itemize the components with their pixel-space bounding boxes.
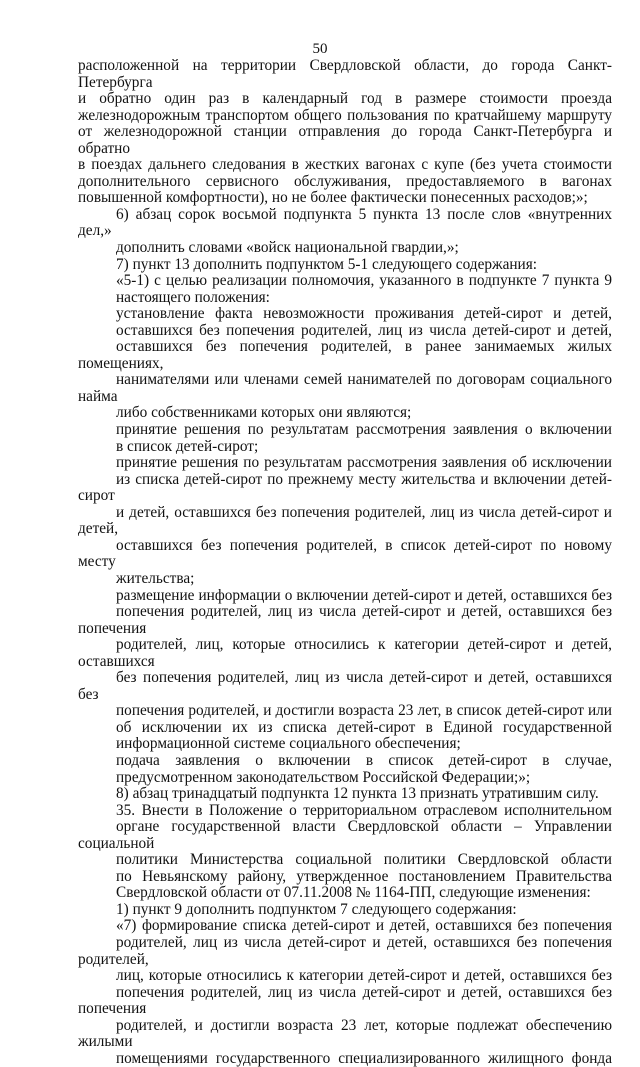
text-line: попечения родителей, лиц из числа детей-сирот и детей, оставшихся без попечения (78, 983, 612, 1018)
text-line: дополнительного сервисного обслуживания, предоставляемого в вагонах (78, 172, 612, 190)
text-line: настоящего положения: (116, 288, 270, 306)
text-line: 8) абзац тринадцатый подпункта 12 пункта 13 признать утратившим силу. (116, 785, 599, 803)
text-line: принятие решения по результатам рассмотрения заявления об исключении (116, 454, 612, 472)
text-line: родителей, лиц, которые относились к категории детей-сирот и детей, оставшихся (78, 636, 612, 670)
text-line: 6) абзац сорок восьмой подпункта 5 пункта 13 после слов «внутренних дел,» (78, 205, 612, 240)
paragraph (78, 753, 612, 786)
paragraph (78, 803, 612, 902)
text-line: попечения родителей, и достигли возраста 23 лет, в список детей-сирот или (116, 702, 612, 720)
text-line: попечения родителей, лиц из числа детей-сирот и детей, оставшихся без попечения (78, 603, 612, 637)
text-line: лиц, которые относились к категории детей-сирот и детей, оставшихся без (116, 967, 612, 985)
text-line: оставшихся без попечения родителей, лиц из числа детей-сирот и детей, (116, 321, 612, 339)
text-line: установление факта невозможности проживания детей-сирот и детей, (116, 305, 612, 323)
paragraph (78, 306, 612, 422)
text-line: без попечения родителей, лиц из числа детей-сирот и детей, оставшихся без (78, 669, 612, 703)
text-line: жительства; (116, 569, 195, 587)
document-body (78, 58, 612, 1067)
text-line: «5-1) с целью реализации полномочия, указанного в подпункте 7 пункта 9 (116, 272, 612, 290)
paragraph (78, 422, 612, 455)
text-line: политики Министерства социальной политики Свердловской области (116, 851, 612, 869)
text-line: Свердловской области от 07.11.2008 № 1164-ПП, следующие изменения: (116, 884, 591, 902)
text-line: расположенной на территории Свердловской области, до города Санкт-Петербурга (78, 57, 612, 91)
text-line: по Невьянскому району, утвержденное постановлением Правительства (116, 867, 612, 885)
paragraph (78, 58, 612, 207)
text-line: в поездах дальнего следования в жестких вагонах с купе (без учета стоимости (78, 156, 612, 174)
text-line: родителей, лиц из числа детей-сирот и детей, оставшихся без попечения родителей, (78, 933, 612, 968)
text-line: 1) пункт 9 дополнить подпунктом 7 следующего содержания: (116, 900, 517, 918)
text-line: и детей, оставшихся без попечения родителей, лиц из числа детей-сирот и детей, (78, 503, 612, 538)
paragraph (78, 257, 612, 274)
paragraph (78, 455, 612, 587)
text-line: оставшихся без попечения родителей, в ранее занимаемых жилых помещениях, (78, 338, 612, 372)
text-line: либо собственниками которых они являются; (116, 404, 412, 422)
text-line: железнодорожным транспортом общего пользования по кратчайшему маршруту (78, 106, 612, 124)
text-line: и обратно один раз в календарный год в размере стоимости проезда (78, 90, 612, 108)
paragraph (78, 786, 612, 803)
text-line: принятие решения по результатам рассмотрения заявления о включении (116, 421, 612, 439)
text-line: повышенной комфортности), но не более фактически понесенных расходов;»; (78, 189, 588, 207)
text-line: органе государственной власти Свердловской области – Управлении социальной (78, 818, 612, 852)
text-line: 35. Внести в Положение о территориальном отраслевом исполнительном (116, 801, 612, 819)
text-line: дополнить словами «войск национальной гвардии,»; (116, 239, 459, 257)
text-line: в список детей-сирот; (116, 437, 259, 455)
text-line: родителей, и достигли возраста 23 лет, которые подлежат обеспечению жилыми (78, 1016, 612, 1051)
text-line: «7) формирование списка детей-сирот и детей, оставшихся без попечения (116, 917, 612, 935)
text-line: предусмотренном законодательством Российской Федерации;»; (116, 768, 531, 786)
text-line: об исключении их из списка детей-сирот в Единой государственной (116, 718, 612, 736)
text-line: 7) пункт 13 дополнить подпунктом 5-1 следующего содержания: (116, 255, 538, 273)
text-line: информационной системе социального обеспечения; (116, 735, 461, 753)
text-line: подача заявления о включении в список детей-сирот в случае, (116, 751, 612, 769)
paragraph (78, 273, 612, 306)
text-line: оставшихся без попечения родителей, в список детей-сирот по новому месту (78, 536, 612, 571)
text-line: нанимателями или членами семей нанимателей по договорам социального найма (78, 371, 612, 405)
text-line: размещение информации о включении детей-сирот и детей, оставшихся без (116, 586, 612, 604)
paragraph (78, 207, 612, 257)
paragraph (78, 918, 612, 1067)
paragraph (78, 588, 612, 753)
text-line: от железнодорожной станции отправления до города Санкт-Петербурга и обратно (78, 123, 612, 157)
paragraph (78, 902, 612, 919)
text-line: помещениями государственного специализированного жилищного фонда (116, 1049, 612, 1067)
text-line: из списка детей-сирот по прежнему месту жительства и включении детей-сирот (78, 470, 612, 505)
page-number: 50 (312, 41, 328, 57)
